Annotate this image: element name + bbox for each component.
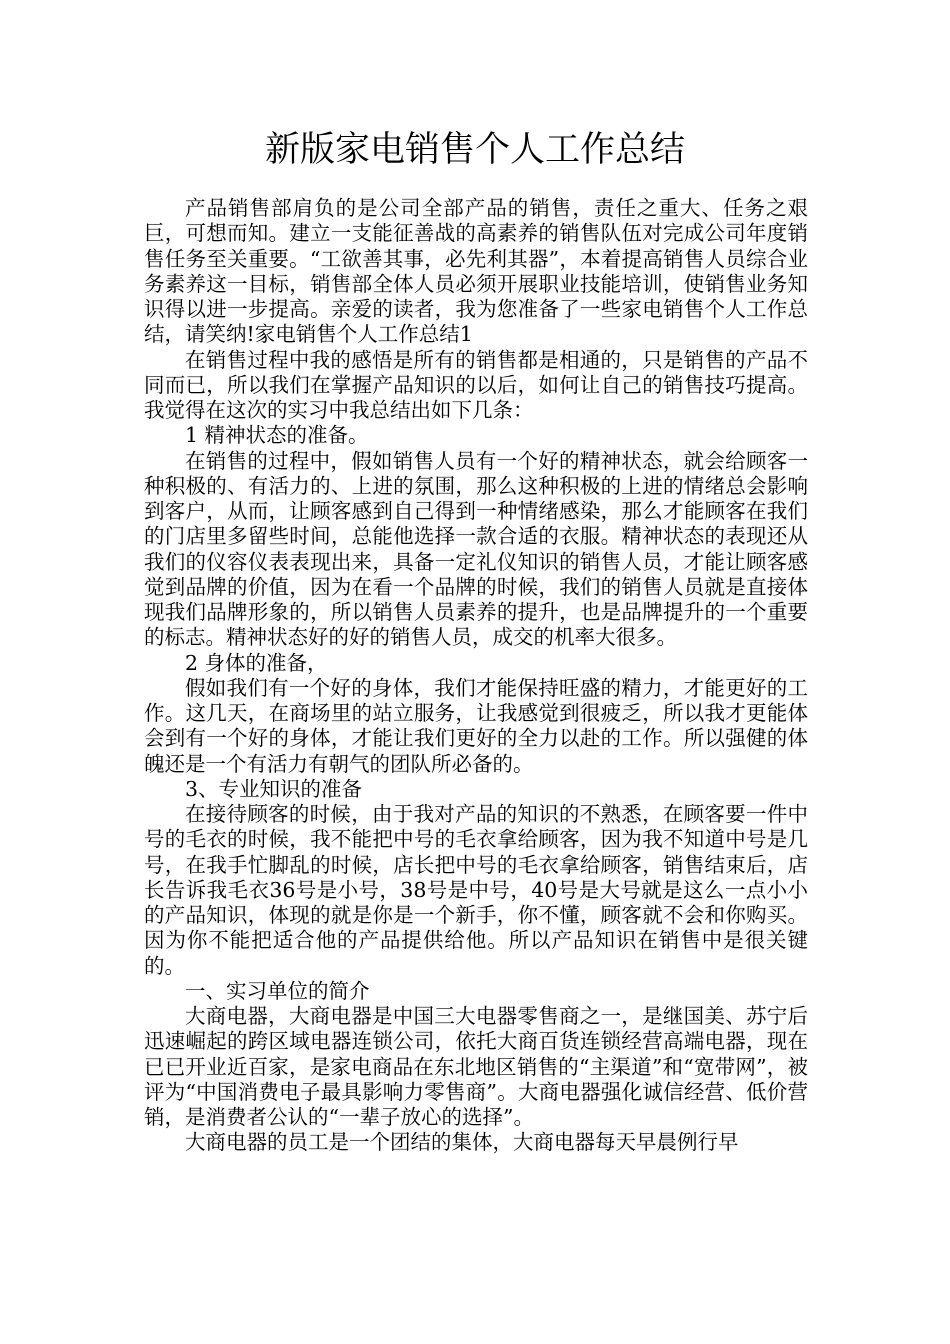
document-title: 新版家电销售个人工作总结 — [264, 130, 685, 170]
paragraph-company-intro: 大商电器，大商电器是中国三大电器零售商之一，是继国美、苏宁后迅速崛起的跨区域电器连锁公司，依托大商百货连锁经营高端电器，现在已已开业近百家，是家电商品在东北地区销售的“主渠道”和“宽带网”，被评为“中国消费电子最具影响力零售商”。大商电器强化诚信经营、低价营销，是消费者公认的“一辈子放心的选择”。 — [144, 1004, 808, 1129]
heading-company-intro: 一、实习单位的简介 — [185, 978, 370, 1003]
heading-physical: 2 身体的准备， — [185, 650, 328, 675]
paragraph-intro: 产品销售部肩负的是公司全部产品的销售，责任之重大、任务之艰巨，可想而知。建立一支能征善战的高素养的销售队伍对完成公司年度销售任务至关重要。“工欲善其事，必先利其器”，本着提高销售人员综合业务素养这一目标，销售部全体人员必须开展职业技能培训，使销售业务知识得以进一步提高。亲爱的读者，我为您准备了一些家电销售个人工作总结，请笑纳!家电销售个人工作总结1 — [144, 196, 808, 347]
document-body — [144, 196, 808, 1156]
paragraph-knowledge: 在接待顾客的时候，由于我对产品的知识的不熟悉，在顾客要一件中号的毛衣的时候，我不能把中号的毛衣拿给顾客，因为我不知道中号是几号，在我手忙脚乱的时候，店长把中号的毛衣拿给顾客，销售结束后，店长告诉我毛衣36号是小号，38号是中号，40号是大号就是这么一点小小的产品知识，体现的就是你是一个新手，你不懂，顾客就不会和你购买。因为你不能把适合他的产品提供给他。所以产品知识在销售中是很关键的。 — [144, 802, 808, 978]
paragraph-physical: 假如我们有一个好的身体，我们才能保持旺盛的精力，才能更好的工作。这几天，在商场里的站立服务，让我感觉到很疲乏，所以我才更能体会到有一个好的身体，才能让我们更好的全力以赴的工作。所以强健的体魄还是一个有活力有朝气的团队所必备的。 — [144, 675, 808, 776]
paragraph-mental-state: 在销售的过程中，假如销售人员有一个好的精神状态，就会给顾客一种积极的、有活力的、上进的氛围，那么这种积极的上进的情绪总会影响到客户，从而，让顾客感到自己得到一种情绪感染，那么才能顾客在我们的门店里多留些时间，总能他选择一款合适的衣服。精神状态的表现还从我们的仪容仪表表现出来，具备一定礼仪知识的销售人员，才能让顾客感觉到品牌的价值，因为在看一个品牌的时候，我们的销售人员就是直接体现我们品牌形象的，所以销售人员素养的提升，也是品牌提升的一个重要的标志。精神状态好的好的销售人员，成交的机率大很多。 — [144, 448, 808, 650]
heading-knowledge: 3、专业知识的准备 — [185, 776, 363, 801]
paragraph-sales-insight: 在销售过程中我的感悟是所有的销售都是相通的，只是销售的产品不同而已，所以我们在掌握产品知识的以后，如何让自己的销售技巧提高。我觉得在这次的实习中我总结出如下几条： — [144, 347, 808, 422]
heading-mental-state: 1 精神状态的准备。 — [185, 423, 369, 448]
paragraph-staff: 大商电器的员工是一个团结的集体，大商电器每天早晨例行早 — [185, 1130, 739, 1155]
